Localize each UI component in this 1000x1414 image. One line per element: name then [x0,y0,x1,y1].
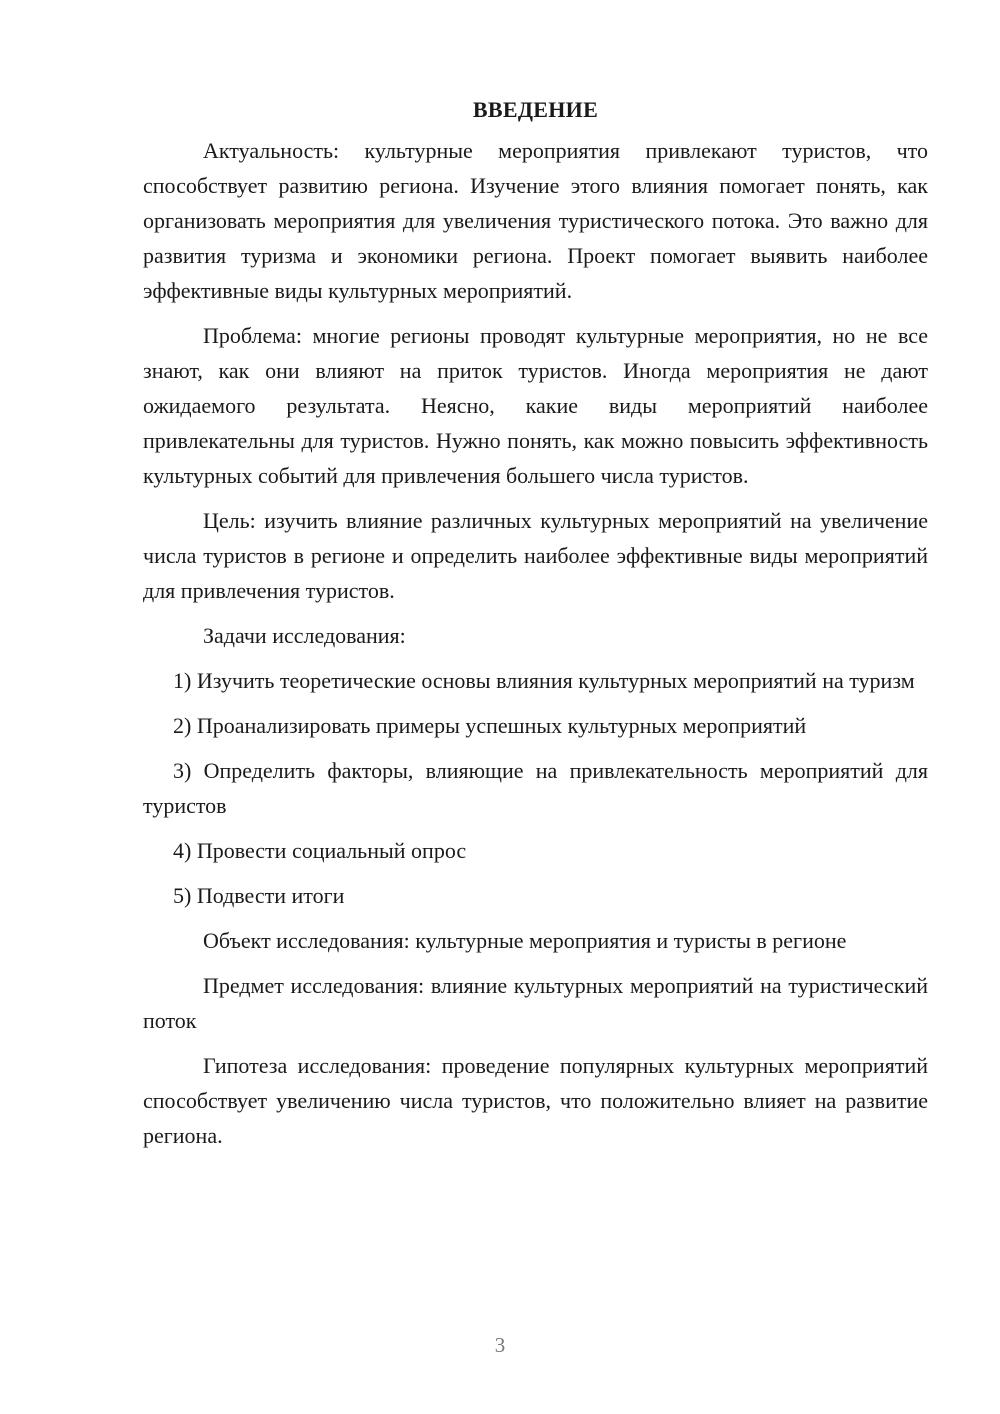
task-item-2: 2) Проанализировать примеры успешных культурных мероприятий [173,713,807,738]
task-item-1: 1) Изучить теоретические основы влияния культурных мероприятий на туризм [173,668,915,693]
document-page [143,92,928,1163]
paragraph-problem: Проблема: многие регионы проводят культурные мероприятия, но не все знают, как они влияют на приток туристов. Иногда мероприятия не дают ожидаемого результата. Неясно, какие виды мероприятий наиболее привлекательны для туристов. Нужно понять, как можно повысить эффективность культурных событий для привлечения большего числа туристов. [143,323,928,488]
task-item-4: 4) Провести социальный опрос [173,838,467,863]
task-item-3: 3) Определить факторы, влияющие на привлекательность мероприятий для туристов [143,758,928,818]
page-title: ВВЕДЕНИЕ [472,97,599,122]
paragraph-subject: Предмет исследования: влияние культурных мероприятий на туристический поток [143,973,928,1033]
paragraph-hypothesis: Гипотеза исследования: проведение популярных культурных мероприятий способствует увеличению числа туристов, что положительно влияет на развитие региона. [143,1053,928,1148]
tasks-heading: Задачи исследования: [203,623,406,648]
page-number: 3 [494,1333,506,1357]
paragraph-relevance: Актуальность: культурные мероприятия привлекают туристов, что способствует развитию региона. Изучение этого влияния помогает понять, как организовать мероприятия для увеличения туристического потока. Это важно для развития туризма и экономики региона. Проект помогает выявить наиболее эффективные виды культурных мероприятий. [143,138,928,303]
task-item-5: 5) Подвести итоги [173,883,345,908]
paragraph-object: Объект исследования: культурные мероприятия и туристы в регионе [203,928,847,953]
paragraph-goal: Цель: изучить влияние различных культурных мероприятий на увеличение числа туристов в регионе и определить наиболее эффективные виды мероприятий для привлечения туристов. [143,508,928,603]
